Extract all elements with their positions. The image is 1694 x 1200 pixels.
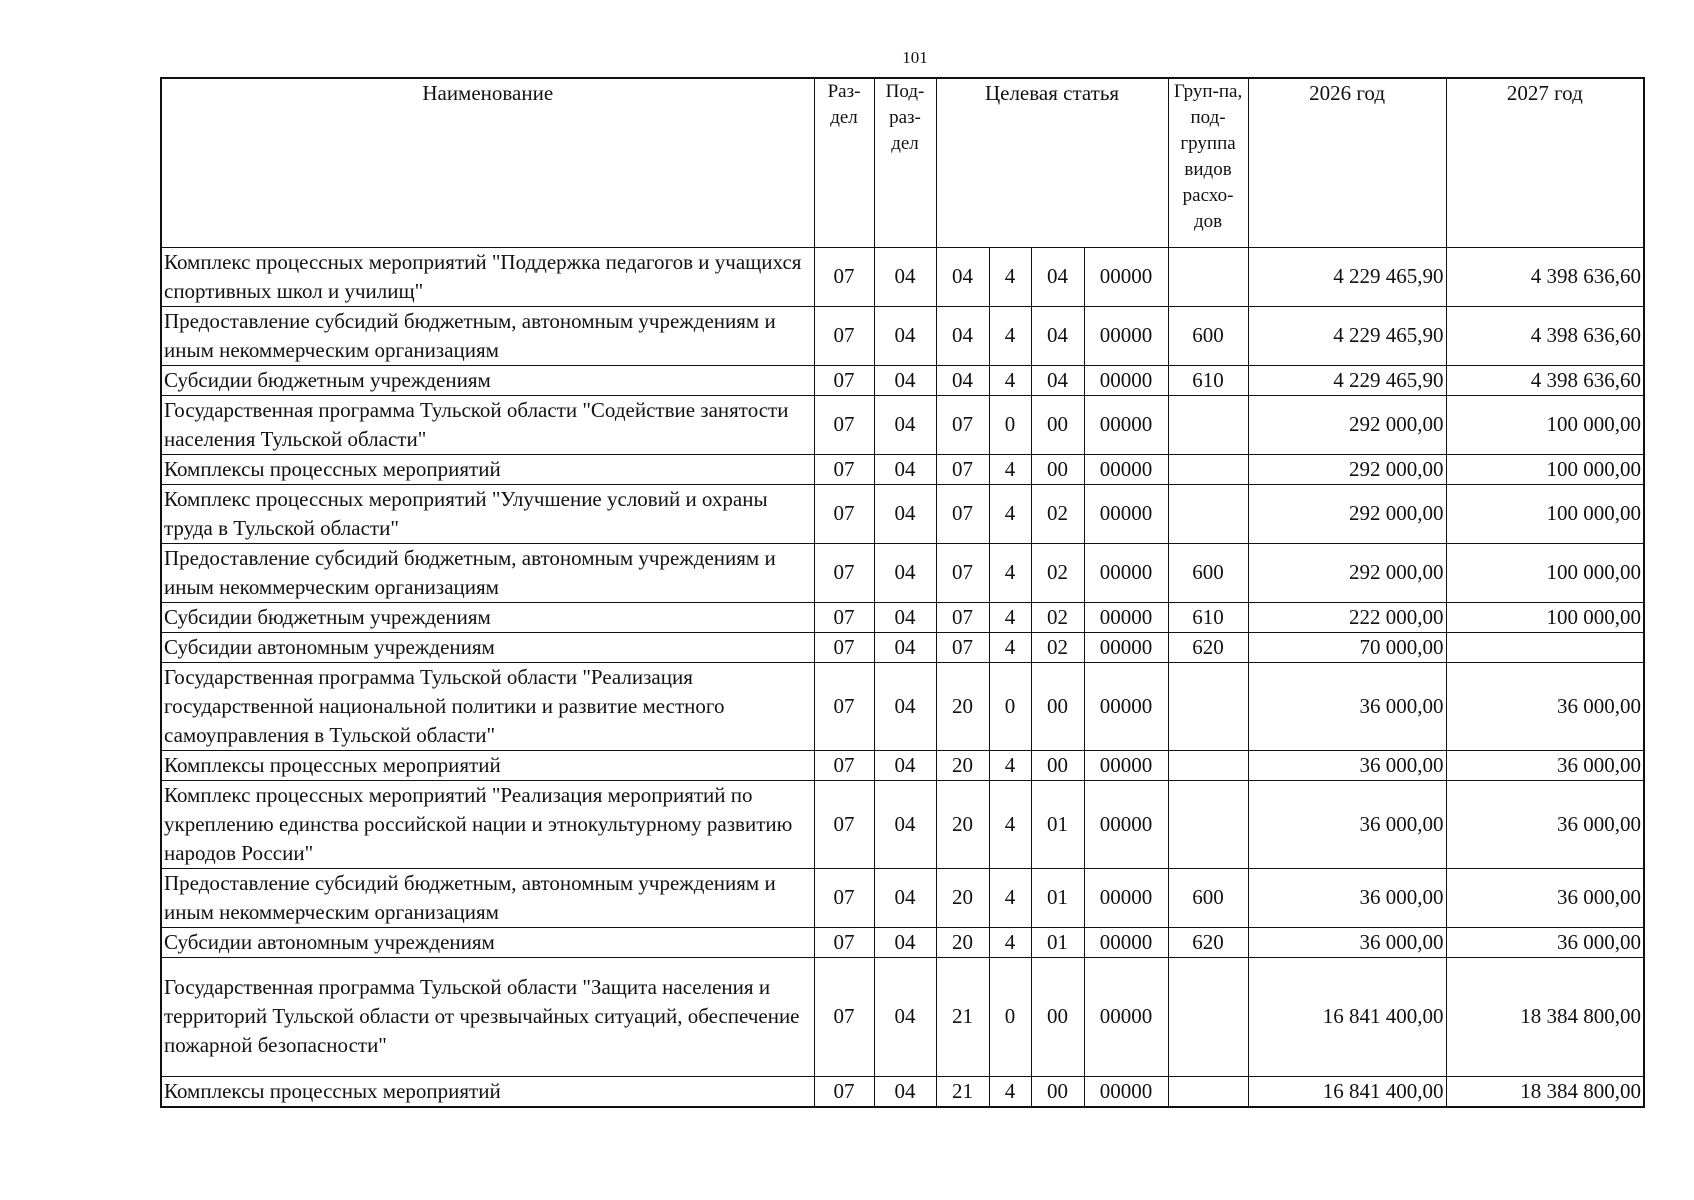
header-name: Наименование <box>161 78 814 247</box>
row-cs-program: 07 <box>936 602 989 632</box>
row-name: Комплекс процессных мероприятий "Поддержка педагогов и учащихся спортивных школ и училищ" <box>161 247 814 306</box>
table-row <box>161 1076 1644 1107</box>
row-amount-2026: 70 000,00 <box>1248 632 1446 662</box>
row-cs-element: 00 <box>1031 1076 1084 1107</box>
row-cs-direction: 00000 <box>1084 632 1168 662</box>
row-cs-program: 07 <box>936 484 989 543</box>
header-2027: 2027 год <box>1446 78 1644 247</box>
row-razdel: 07 <box>814 395 874 454</box>
row-amount-2026: 292 000,00 <box>1248 484 1446 543</box>
row-amount-2027: 4 398 636,60 <box>1446 247 1644 306</box>
row-cs-type: 4 <box>989 247 1031 306</box>
row-vr <box>1168 484 1248 543</box>
row-cs-type: 0 <box>989 395 1031 454</box>
row-name: Комплекс процессных мероприятий "Реализация мероприятий по укреплению единства российской нации и этнокультурному развитию народов России" <box>161 780 814 868</box>
row-podrazdel: 04 <box>874 306 936 365</box>
row-vr <box>1168 395 1248 454</box>
header-razdel: Раз-дел <box>814 78 874 247</box>
row-name: Государственная программа Тульской области "Защита населения и территорий Тульской области от чрезвычайных ситуаций, обеспечение пожарной безопасности" <box>161 957 814 1076</box>
row-cs-element: 02 <box>1031 632 1084 662</box>
row-amount-2027 <box>1446 632 1644 662</box>
row-cs-direction: 00000 <box>1084 365 1168 395</box>
row-cs-type: 4 <box>989 780 1031 868</box>
row-cs-type: 4 <box>989 543 1031 602</box>
row-razdel: 07 <box>814 454 874 484</box>
row-name: Комплексы процессных мероприятий <box>161 1076 814 1107</box>
row-vr <box>1168 662 1248 750</box>
row-cs-direction: 00000 <box>1084 454 1168 484</box>
row-cs-type: 4 <box>989 632 1031 662</box>
row-vr: 600 <box>1168 868 1248 927</box>
table-row <box>161 395 1644 454</box>
row-amount-2026: 4 229 465,90 <box>1248 365 1446 395</box>
row-cs-direction: 00000 <box>1084 868 1168 927</box>
table-row <box>161 543 1644 602</box>
row-cs-direction: 00000 <box>1084 750 1168 780</box>
row-name: Субсидии автономным учреждениям <box>161 927 814 957</box>
row-razdel: 07 <box>814 750 874 780</box>
header-podrazdel: Под-раз-дел <box>874 78 936 247</box>
row-amount-2026: 36 000,00 <box>1248 780 1446 868</box>
row-cs-type: 4 <box>989 868 1031 927</box>
row-cs-type: 0 <box>989 662 1031 750</box>
row-amount-2026: 292 000,00 <box>1248 543 1446 602</box>
table-row <box>161 662 1644 750</box>
row-cs-type: 4 <box>989 927 1031 957</box>
row-cs-element: 04 <box>1031 247 1084 306</box>
row-cs-program: 04 <box>936 247 989 306</box>
row-amount-2026: 36 000,00 <box>1248 868 1446 927</box>
row-amount-2027: 100 000,00 <box>1446 395 1644 454</box>
row-cs-element: 04 <box>1031 306 1084 365</box>
row-vr <box>1168 454 1248 484</box>
row-cs-element: 01 <box>1031 927 1084 957</box>
row-vr: 610 <box>1168 602 1248 632</box>
row-name: Государственная программа Тульской области "Содействие занятости населения Тульской области" <box>161 395 814 454</box>
row-amount-2027: 36 000,00 <box>1446 927 1644 957</box>
table-row <box>161 454 1644 484</box>
row-cs-program: 07 <box>936 632 989 662</box>
row-name: Комплексы процессных мероприятий <box>161 750 814 780</box>
row-amount-2027: 18 384 800,00 <box>1446 1076 1644 1107</box>
row-podrazdel: 04 <box>874 484 936 543</box>
row-cs-element: 01 <box>1031 780 1084 868</box>
row-cs-direction: 00000 <box>1084 602 1168 632</box>
row-cs-direction: 00000 <box>1084 543 1168 602</box>
row-cs-direction: 00000 <box>1084 395 1168 454</box>
row-cs-program: 21 <box>936 957 989 1076</box>
row-cs-element: 02 <box>1031 543 1084 602</box>
row-vr <box>1168 780 1248 868</box>
row-cs-program: 07 <box>936 395 989 454</box>
row-amount-2027: 36 000,00 <box>1446 780 1644 868</box>
row-cs-type: 4 <box>989 602 1031 632</box>
row-vr: 600 <box>1168 306 1248 365</box>
row-cs-element: 00 <box>1031 957 1084 1076</box>
budget-table <box>160 77 1645 1108</box>
row-podrazdel: 04 <box>874 957 936 1076</box>
row-cs-type: 4 <box>989 484 1031 543</box>
row-cs-program: 07 <box>936 454 989 484</box>
row-razdel: 07 <box>814 780 874 868</box>
row-vr: 620 <box>1168 927 1248 957</box>
row-amount-2027: 36 000,00 <box>1446 750 1644 780</box>
row-amount-2026: 292 000,00 <box>1248 454 1446 484</box>
row-podrazdel: 04 <box>874 868 936 927</box>
row-amount-2026: 222 000,00 <box>1248 602 1446 632</box>
row-name: Государственная программа Тульской области "Реализация государственной национальной политики и развитие местного самоуправления в Тульской области" <box>161 662 814 750</box>
row-razdel: 07 <box>814 927 874 957</box>
row-amount-2026: 36 000,00 <box>1248 662 1446 750</box>
row-cs-element: 00 <box>1031 662 1084 750</box>
row-cs-element: 02 <box>1031 602 1084 632</box>
table-row <box>161 868 1644 927</box>
row-cs-program: 20 <box>936 780 989 868</box>
row-name: Предоставление субсидий бюджетным, автономным учреждениям и иным некоммерческим организациям <box>161 306 814 365</box>
row-amount-2027: 36 000,00 <box>1446 868 1644 927</box>
row-cs-direction: 00000 <box>1084 247 1168 306</box>
row-podrazdel: 04 <box>874 662 936 750</box>
row-cs-program: 20 <box>936 927 989 957</box>
table-row <box>161 780 1644 868</box>
row-razdel: 07 <box>814 484 874 543</box>
row-podrazdel: 04 <box>874 632 936 662</box>
row-cs-type: 4 <box>989 1076 1031 1107</box>
table-row <box>161 306 1644 365</box>
row-name: Субсидии бюджетным учреждениям <box>161 602 814 632</box>
row-cs-type: 4 <box>989 750 1031 780</box>
row-name: Комплекс процессных мероприятий "Улучшение условий и охраны труда в Тульской области" <box>161 484 814 543</box>
row-cs-type: 4 <box>989 454 1031 484</box>
row-podrazdel: 04 <box>874 1076 936 1107</box>
row-razdel: 07 <box>814 543 874 602</box>
row-amount-2027: 100 000,00 <box>1446 543 1644 602</box>
row-amount-2026: 16 841 400,00 <box>1248 1076 1446 1107</box>
header-gruppa-vidov-rashodov: Груп-па, под-группа видов расхо-дов <box>1168 78 1248 247</box>
row-cs-program: 20 <box>936 868 989 927</box>
row-razdel: 07 <box>814 868 874 927</box>
row-vr: 610 <box>1168 365 1248 395</box>
row-cs-program: 20 <box>936 750 989 780</box>
row-amount-2027: 4 398 636,60 <box>1446 306 1644 365</box>
row-cs-element: 04 <box>1031 365 1084 395</box>
row-vr <box>1168 1076 1248 1107</box>
row-podrazdel: 04 <box>874 780 936 868</box>
row-podrazdel: 04 <box>874 395 936 454</box>
row-name: Субсидии бюджетным учреждениям <box>161 365 814 395</box>
row-cs-program: 21 <box>936 1076 989 1107</box>
row-podrazdel: 04 <box>874 247 936 306</box>
row-cs-program: 20 <box>936 662 989 750</box>
row-amount-2027: 36 000,00 <box>1446 662 1644 750</box>
row-vr <box>1168 750 1248 780</box>
table-row <box>161 484 1644 543</box>
table-row <box>161 927 1644 957</box>
row-cs-element: 00 <box>1031 454 1084 484</box>
row-vr: 600 <box>1168 543 1248 602</box>
row-razdel: 07 <box>814 247 874 306</box>
row-razdel: 07 <box>814 632 874 662</box>
row-razdel: 07 <box>814 1076 874 1107</box>
row-podrazdel: 04 <box>874 365 936 395</box>
row-amount-2027: 4 398 636,60 <box>1446 365 1644 395</box>
row-podrazdel: 04 <box>874 750 936 780</box>
table-row <box>161 247 1644 306</box>
row-podrazdel: 04 <box>874 454 936 484</box>
table-row <box>161 750 1644 780</box>
row-vr <box>1168 957 1248 1076</box>
header-2026: 2026 год <box>1248 78 1446 247</box>
row-vr <box>1168 247 1248 306</box>
row-amount-2026: 4 229 465,90 <box>1248 247 1446 306</box>
row-amount-2027: 100 000,00 <box>1446 602 1644 632</box>
table-row <box>161 365 1644 395</box>
row-podrazdel: 04 <box>874 602 936 632</box>
table-header <box>161 78 1644 247</box>
row-name: Предоставление субсидий бюджетным, автономным учреждениям и иным некоммерческим организациям <box>161 543 814 602</box>
row-cs-program: 07 <box>936 543 989 602</box>
row-cs-direction: 00000 <box>1084 306 1168 365</box>
row-razdel: 07 <box>814 602 874 632</box>
row-amount-2027: 100 000,00 <box>1446 484 1644 543</box>
row-cs-type: 4 <box>989 365 1031 395</box>
row-name: Субсидии автономным учреждениям <box>161 632 814 662</box>
row-amount-2026: 36 000,00 <box>1248 927 1446 957</box>
row-cs-direction: 00000 <box>1084 957 1168 1076</box>
row-cs-direction: 00000 <box>1084 780 1168 868</box>
row-podrazdel: 04 <box>874 543 936 602</box>
row-cs-element: 02 <box>1031 484 1084 543</box>
table-body <box>161 247 1644 1107</box>
row-amount-2026: 36 000,00 <box>1248 750 1446 780</box>
row-amount-2026: 292 000,00 <box>1248 395 1446 454</box>
table-row <box>161 602 1644 632</box>
row-amount-2027: 100 000,00 <box>1446 454 1644 484</box>
row-cs-direction: 00000 <box>1084 1076 1168 1107</box>
row-cs-element: 00 <box>1031 395 1084 454</box>
row-razdel: 07 <box>814 957 874 1076</box>
row-name: Комплексы процессных мероприятий <box>161 454 814 484</box>
table-row <box>161 957 1644 1076</box>
row-cs-direction: 00000 <box>1084 662 1168 750</box>
row-cs-element: 00 <box>1031 750 1084 780</box>
row-cs-type: 4 <box>989 306 1031 365</box>
row-name: Предоставление субсидий бюджетным, автономным учреждениям и иным некоммерческим организациям <box>161 868 814 927</box>
header-celevaya-statya: Целевая статья <box>936 78 1168 247</box>
page-number: 101 <box>902 48 928 67</box>
row-cs-element: 01 <box>1031 868 1084 927</box>
row-vr: 620 <box>1168 632 1248 662</box>
row-amount-2027: 18 384 800,00 <box>1446 957 1644 1076</box>
row-cs-direction: 00000 <box>1084 484 1168 543</box>
row-razdel: 07 <box>814 662 874 750</box>
row-razdel: 07 <box>814 306 874 365</box>
row-podrazdel: 04 <box>874 927 936 957</box>
row-razdel: 07 <box>814 365 874 395</box>
row-cs-direction: 00000 <box>1084 927 1168 957</box>
table-row <box>161 632 1644 662</box>
row-cs-program: 04 <box>936 306 989 365</box>
row-amount-2026: 4 229 465,90 <box>1248 306 1446 365</box>
row-amount-2026: 16 841 400,00 <box>1248 957 1446 1076</box>
row-cs-type: 0 <box>989 957 1031 1076</box>
row-cs-program: 04 <box>936 365 989 395</box>
